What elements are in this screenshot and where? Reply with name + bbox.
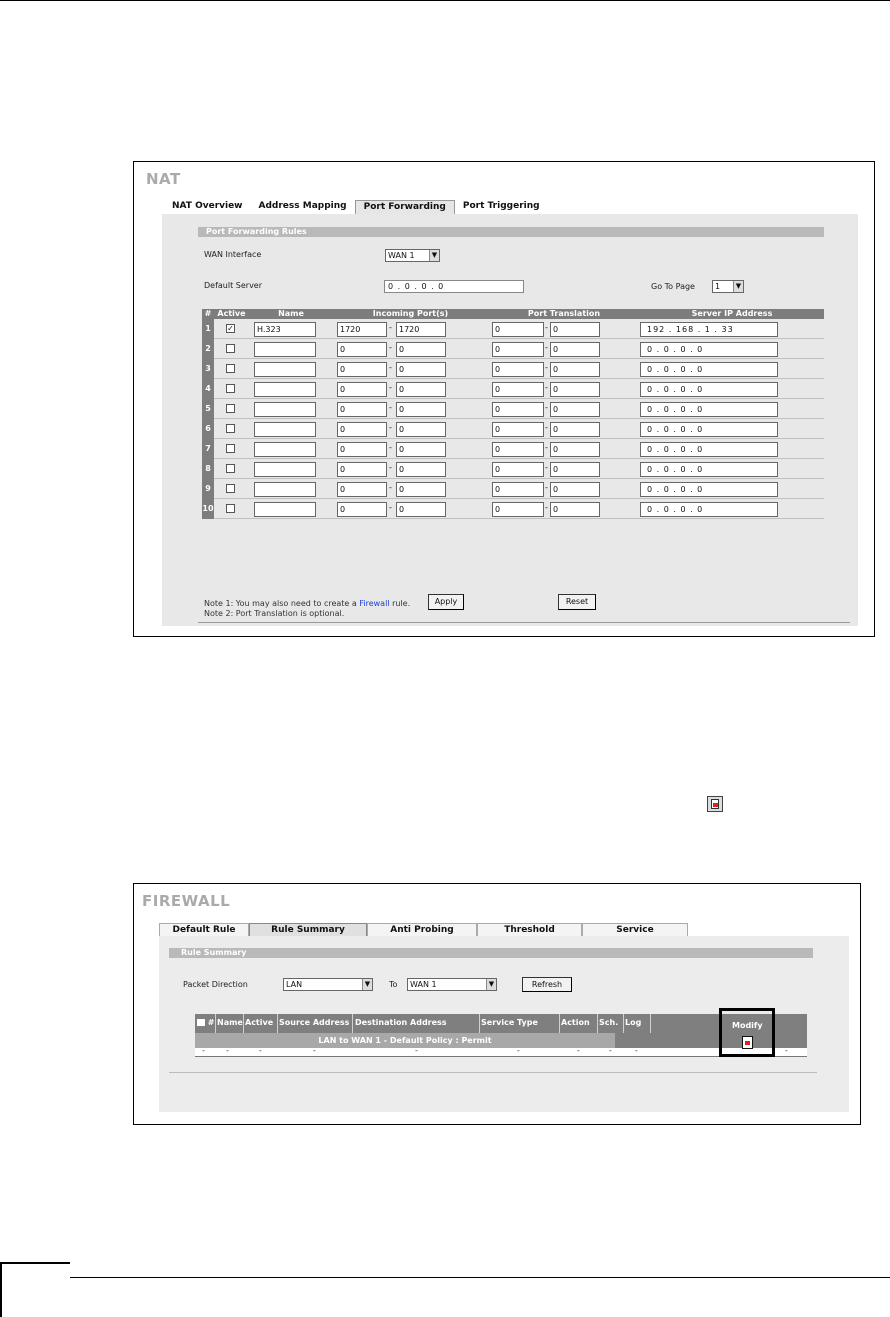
row-number: 6 <box>202 419 214 439</box>
chevron-down-icon: ▼ <box>486 979 496 990</box>
table-row <box>202 339 824 359</box>
incoming-end-input[interactable]: 0 <box>396 402 446 417</box>
nat-screenshot <box>133 161 875 637</box>
incoming-start-input[interactable]: 0 <box>337 382 387 397</box>
chevron-down-icon: ▼ <box>429 250 439 261</box>
range-dash: - <box>389 423 392 432</box>
translation-start-input[interactable]: 0 <box>492 382 544 397</box>
tab-port-triggering[interactable]: Port Triggering <box>462 201 540 211</box>
cell-destination: - <box>415 1046 418 1055</box>
incoming-start-input[interactable]: 0 <box>337 342 387 357</box>
go-to-page-value: 1 <box>715 282 721 291</box>
row-number: 7 <box>202 439 214 459</box>
section-title: Rule Summary <box>169 948 813 958</box>
tab-address-mapping[interactable]: Address Mapping <box>258 201 347 211</box>
col-number: # <box>204 309 212 318</box>
rules-table-header <box>202 309 824 319</box>
server-ip-input[interactable]: 0 . 0 . 0 . 0 <box>640 342 778 357</box>
incoming-end-input[interactable]: 0 <box>396 442 446 457</box>
server-ip-input[interactable]: 0 . 0 . 0 . 0 <box>640 442 778 457</box>
divider <box>198 622 850 623</box>
range-dash: - <box>545 443 548 452</box>
tab-anti-probing[interactable]: Anti Probing <box>367 923 477 936</box>
col-number <box>197 1018 215 1027</box>
row-number: 9 <box>202 479 214 499</box>
translation-start-input[interactable]: 0 <box>492 362 544 377</box>
table-row <box>202 419 824 439</box>
active-checkbox[interactable] <box>226 444 235 453</box>
firewall-link[interactable]: Firewall <box>359 599 390 608</box>
translation-end-input[interactable]: 0 <box>550 322 600 337</box>
translation-start-input[interactable]: 0 <box>492 502 544 517</box>
server-ip-input[interactable]: 0 . 0 . 0 . 0 <box>640 422 778 437</box>
divider <box>169 1072 817 1073</box>
incoming-start-input[interactable]: 1720 <box>337 322 387 337</box>
go-to-page-select[interactable] <box>712 280 744 293</box>
col-incoming-ports: Incoming Port(s) <box>372 309 449 318</box>
row-number: 5 <box>202 399 214 419</box>
col-port-translation: Port Translation <box>527 309 601 318</box>
table-row <box>202 399 824 419</box>
col-destination-address: Destination Address <box>355 1018 447 1027</box>
range-dash: - <box>389 363 392 372</box>
translation-start-input[interactable]: 0 <box>492 322 544 337</box>
translation-end-input[interactable]: 0 <box>550 362 600 377</box>
range-dash: - <box>545 483 548 492</box>
col-name: Name <box>217 1018 243 1027</box>
wan-interface-select[interactable] <box>385 249 440 262</box>
col-action: Action <box>561 1018 590 1027</box>
active-checkbox[interactable] <box>226 424 235 433</box>
col-service-type: Service Type <box>481 1018 538 1027</box>
name-input[interactable] <box>254 382 316 397</box>
name-input[interactable] <box>254 462 316 477</box>
to-label: To <box>389 980 398 989</box>
active-checkbox[interactable] <box>226 484 235 493</box>
range-dash: - <box>545 423 548 432</box>
translation-start-input[interactable]: 0 <box>492 422 544 437</box>
table-row <box>202 439 824 459</box>
row-number: 3 <box>202 359 214 379</box>
firewall-content <box>159 936 849 1112</box>
translation-end-input[interactable]: 0 <box>550 382 600 397</box>
nat-title: NAT <box>146 170 181 188</box>
active-checkbox[interactable] <box>226 364 235 373</box>
name-input[interactable] <box>254 442 316 457</box>
col-server-ip: Server IP Address <box>691 309 773 318</box>
col-schedule: Sch. <box>599 1018 619 1027</box>
translation-end-input[interactable]: 0 <box>550 502 600 517</box>
incoming-end-input[interactable]: 0 <box>396 382 446 397</box>
incoming-end-input[interactable]: 1720 <box>396 322 446 337</box>
row-number: 1 <box>202 319 214 339</box>
translation-end-input[interactable]: 0 <box>550 422 600 437</box>
chevron-down-icon: ▼ <box>733 281 743 292</box>
cell-log: - <box>635 1046 638 1055</box>
default-server-ip[interactable]: 0 . 0 . 0 . 0 <box>384 280 524 293</box>
active-checkbox[interactable] <box>226 384 235 393</box>
name-input[interactable] <box>254 482 316 497</box>
range-dash: - <box>545 463 548 472</box>
table-row <box>195 1048 807 1057</box>
name-input[interactable] <box>254 402 316 417</box>
default-policy-row: LAN to WAN 1 - Default Policy : Permit <box>195 1033 615 1048</box>
incoming-end-input[interactable]: 0 <box>396 422 446 437</box>
col-active: Active <box>217 309 246 318</box>
note-2: Note 2: Port Translation is optional. <box>204 609 345 618</box>
translation-start-input[interactable]: 0 <box>492 402 544 417</box>
incoming-start-input[interactable]: 0 <box>337 442 387 457</box>
cell-name: - <box>226 1046 229 1055</box>
incoming-start-input[interactable]: 0 <box>337 402 387 417</box>
cell-number: - <box>202 1046 205 1055</box>
incoming-start-input[interactable]: 0 <box>337 462 387 477</box>
edit-icon[interactable] <box>742 1036 753 1049</box>
active-checkbox[interactable]: ✓ <box>227 324 234 333</box>
range-dash: - <box>545 343 548 352</box>
page-top-rule <box>0 0 890 1</box>
wan-interface-label: WAN Interface <box>204 250 262 259</box>
refresh-button[interactable]: Refresh <box>522 977 572 992</box>
to-select[interactable] <box>407 978 497 991</box>
table-row <box>202 359 824 379</box>
page-number-box <box>0 1262 70 1317</box>
translation-start-input[interactable]: 0 <box>492 462 544 477</box>
nat-content <box>162 214 858 626</box>
cell-active: - <box>259 1046 262 1055</box>
from-value: LAN <box>286 980 303 989</box>
cell-schedule: - <box>609 1046 612 1055</box>
col-active: Active <box>245 1018 274 1027</box>
server-ip-input[interactable]: 0 . 0 . 0 . 0 <box>640 462 778 477</box>
name-input[interactable] <box>254 422 316 437</box>
tab-threshold[interactable]: Threshold <box>477 923 582 936</box>
wan-interface-value: WAN 1 <box>388 251 415 260</box>
note-1-suffix: rule. <box>392 599 411 608</box>
table-row <box>202 319 824 339</box>
translation-start-input[interactable]: 0 <box>492 442 544 457</box>
col-number-label: # <box>207 1018 215 1027</box>
translation-start-input[interactable]: 0 <box>492 342 544 357</box>
page-bottom-rule <box>70 1277 890 1278</box>
incoming-start-input[interactable]: 0 <box>337 502 387 517</box>
from-select[interactable] <box>283 978 373 991</box>
server-ip-input[interactable]: 0 . 0 . 0 . 0 <box>640 362 778 377</box>
col-source-address: Source Address <box>279 1018 350 1027</box>
row-number: 2 <box>202 339 214 359</box>
translation-end-input[interactable]: 0 <box>550 342 600 357</box>
range-dash: - <box>389 483 392 492</box>
range-dash: - <box>545 363 548 372</box>
col-name: Name <box>278 309 304 318</box>
server-ip-input[interactable]: 0 . 0 . 0 . 0 <box>640 502 778 517</box>
note-1 <box>204 599 410 608</box>
cell-source: - <box>313 1046 316 1055</box>
incoming-end-input[interactable]: 0 <box>396 362 446 377</box>
incoming-end-input[interactable]: 0 <box>396 462 446 477</box>
range-dash: - <box>389 343 392 352</box>
cell-action: - <box>577 1046 580 1055</box>
row-number: 4 <box>202 379 214 399</box>
incoming-start-input[interactable]: 0 <box>337 362 387 377</box>
note-1-prefix: Note 1: You may also need to create a <box>204 599 357 608</box>
translation-start-input[interactable]: 0 <box>492 482 544 497</box>
name-input[interactable] <box>254 362 316 377</box>
incoming-start-input[interactable]: 0 <box>337 422 387 437</box>
name-input[interactable] <box>254 502 316 517</box>
translation-end-input[interactable]: 0 <box>550 462 600 477</box>
server-ip-input[interactable]: 0 . 0 . 0 . 0 <box>640 382 778 397</box>
tab-rule-summary[interactable]: Rule Summary <box>249 923 367 936</box>
incoming-end-input[interactable]: 0 <box>396 502 446 517</box>
translation-end-input[interactable]: 0 <box>550 442 600 457</box>
col-modify: Modify <box>732 1021 763 1030</box>
firewall-screenshot <box>133 883 861 1125</box>
modify-highlight <box>719 1008 775 1057</box>
server-ip-input[interactable]: 0 . 0 . 0 . 0 <box>640 482 778 497</box>
name-input[interactable]: H.323 <box>254 322 316 337</box>
firewall-tabs <box>159 923 688 936</box>
range-dash: - <box>389 463 392 472</box>
server-ip-input[interactable]: 0 . 0 . 0 . 0 <box>640 402 778 417</box>
col-log: Log <box>625 1018 642 1027</box>
row-number: 8 <box>202 459 214 479</box>
tab-service[interactable]: Service <box>582 923 688 936</box>
nat-tabs <box>164 200 548 214</box>
reset-button[interactable]: Reset <box>558 594 596 610</box>
range-dash: - <box>389 443 392 452</box>
range-dash: - <box>545 323 548 332</box>
table-row <box>202 459 824 479</box>
translation-end-input[interactable]: 0 <box>550 482 600 497</box>
range-dash: - <box>389 383 392 392</box>
firewall-title: FIREWALL <box>142 892 231 910</box>
row-number: 10 <box>202 499 214 519</box>
incoming-start-input[interactable]: 0 <box>337 482 387 497</box>
section-title: Port Forwarding Rules <box>198 227 824 237</box>
table-row <box>202 479 824 499</box>
chevron-down-icon: ▼ <box>362 979 372 990</box>
server-ip-input[interactable]: 192 . 168 . 1 . 33 <box>640 322 778 337</box>
tab-default-rule[interactable]: Default Rule <box>159 923 249 936</box>
collapse-icon[interactable] <box>197 1019 205 1026</box>
active-checkbox[interactable] <box>226 464 235 473</box>
translation-end-input[interactable]: 0 <box>550 402 600 417</box>
edit-icon <box>707 796 723 812</box>
range-dash: - <box>545 503 548 512</box>
apply-button[interactable]: Apply <box>428 594 464 610</box>
go-to-page-label: Go To Page <box>651 282 695 291</box>
incoming-end-input[interactable]: 0 <box>396 482 446 497</box>
name-input[interactable] <box>254 342 316 357</box>
active-checkbox[interactable] <box>226 344 235 353</box>
active-checkbox[interactable] <box>226 504 235 513</box>
active-checkbox[interactable] <box>226 404 235 413</box>
cell-service: - <box>517 1046 520 1055</box>
cell-modify: - <box>785 1046 788 1055</box>
table-row <box>202 499 824 519</box>
incoming-end-input[interactable]: 0 <box>396 342 446 357</box>
range-dash: - <box>545 383 548 392</box>
table-row <box>202 379 824 399</box>
default-server-label: Default Server <box>204 281 263 290</box>
range-dash: - <box>545 403 548 412</box>
range-dash: - <box>389 323 392 332</box>
tab-nat-overview[interactable]: NAT Overview <box>172 201 243 211</box>
to-value: WAN 1 <box>410 980 437 989</box>
packet-direction-label: Packet Direction <box>183 980 248 989</box>
range-dash: - <box>389 403 392 412</box>
tab-port-forwarding[interactable]: Port Forwarding <box>355 200 455 214</box>
range-dash: - <box>389 503 392 512</box>
